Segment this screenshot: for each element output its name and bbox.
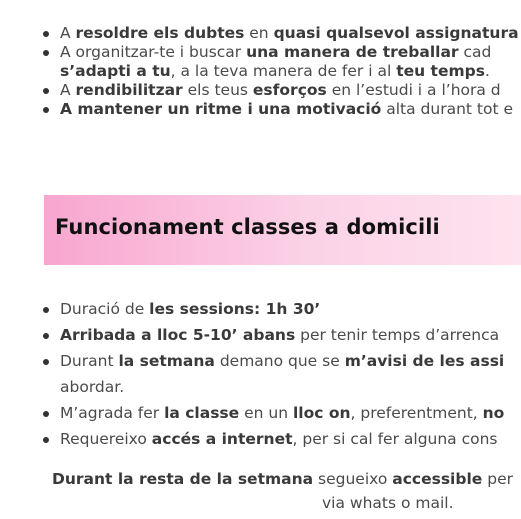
text-run: A organitzar-te i buscar xyxy=(60,43,247,61)
section-banner xyxy=(44,195,521,265)
bold-text: teu temps xyxy=(396,62,485,80)
list-item-continuation xyxy=(40,62,521,81)
bold-text: esforços xyxy=(252,81,327,99)
list-item xyxy=(40,322,521,348)
bold-text: A mantener un ritme i una motivació xyxy=(60,100,382,118)
text-run: Duració de xyxy=(60,300,150,318)
text-run: per xyxy=(482,470,513,488)
closing-line-2: via whats o mail. xyxy=(322,494,454,512)
text-run: segueixo xyxy=(313,470,393,488)
text-run: , per si cal fer alguna cons xyxy=(292,430,498,448)
bold-text: resoldre els dubtes xyxy=(75,24,245,42)
closing-line-1 xyxy=(52,467,521,491)
bold-text: lloc on xyxy=(292,404,351,422)
benefits-list xyxy=(40,24,521,119)
text-run: alta durant tot e xyxy=(381,100,514,118)
bold-text: m’avisi de les assi xyxy=(344,352,505,370)
text-run: cad xyxy=(458,43,492,61)
list-item xyxy=(40,43,521,62)
list-item xyxy=(40,81,521,100)
list-item-continuation xyxy=(40,374,521,400)
bold-text: accessible xyxy=(392,470,483,488)
bold-text: una manera de treballar xyxy=(246,43,459,61)
list-item xyxy=(40,24,521,43)
bold-text: Durant la resta de la setmana xyxy=(52,470,314,488)
list-item xyxy=(40,296,521,322)
text-run: M’agrada fer xyxy=(60,404,165,422)
text-run: A xyxy=(60,24,76,42)
text-run: en l’estudi i a l’hora d xyxy=(326,81,501,99)
text-run: , a la teva manera de fer i a xyxy=(170,62,387,80)
closing-paragraph xyxy=(52,467,521,515)
list-item xyxy=(40,426,521,452)
bold-text: la setmana xyxy=(118,352,215,370)
bold-text: rendibilitzar xyxy=(75,81,183,99)
section-title: Funcionament classes a domicili xyxy=(55,215,440,239)
bold-text: quasi qualsevol assignatura xyxy=(273,24,519,42)
list-item xyxy=(40,348,521,374)
text-run: demano que se xyxy=(214,352,345,370)
bold-text: les sessions: 1h 30’ xyxy=(149,300,321,318)
text-run: , preferentment, xyxy=(350,404,483,422)
text-run: . xyxy=(484,62,490,80)
text-run: en un xyxy=(239,404,293,422)
bold-text: s’adapti a tu xyxy=(60,62,171,80)
bold-text: la classe xyxy=(164,404,240,422)
conditions-list xyxy=(40,296,521,452)
bold-text: Arribada a lloc 5-10’ abans xyxy=(60,326,296,344)
list-item xyxy=(40,400,521,426)
text-run: A xyxy=(60,81,76,99)
text-run: per tenir temps d’arrenca xyxy=(295,326,500,344)
text-run: l xyxy=(386,62,397,80)
text-run: els teus xyxy=(182,81,253,99)
text-run: Durant xyxy=(60,352,119,370)
text-run: abordar. xyxy=(60,378,125,396)
list-item xyxy=(40,100,521,119)
bold-text: accés a internet xyxy=(151,430,293,448)
text-run: Requereixo xyxy=(60,430,152,448)
text-run: en xyxy=(244,24,274,42)
bold-text: no xyxy=(482,404,505,422)
